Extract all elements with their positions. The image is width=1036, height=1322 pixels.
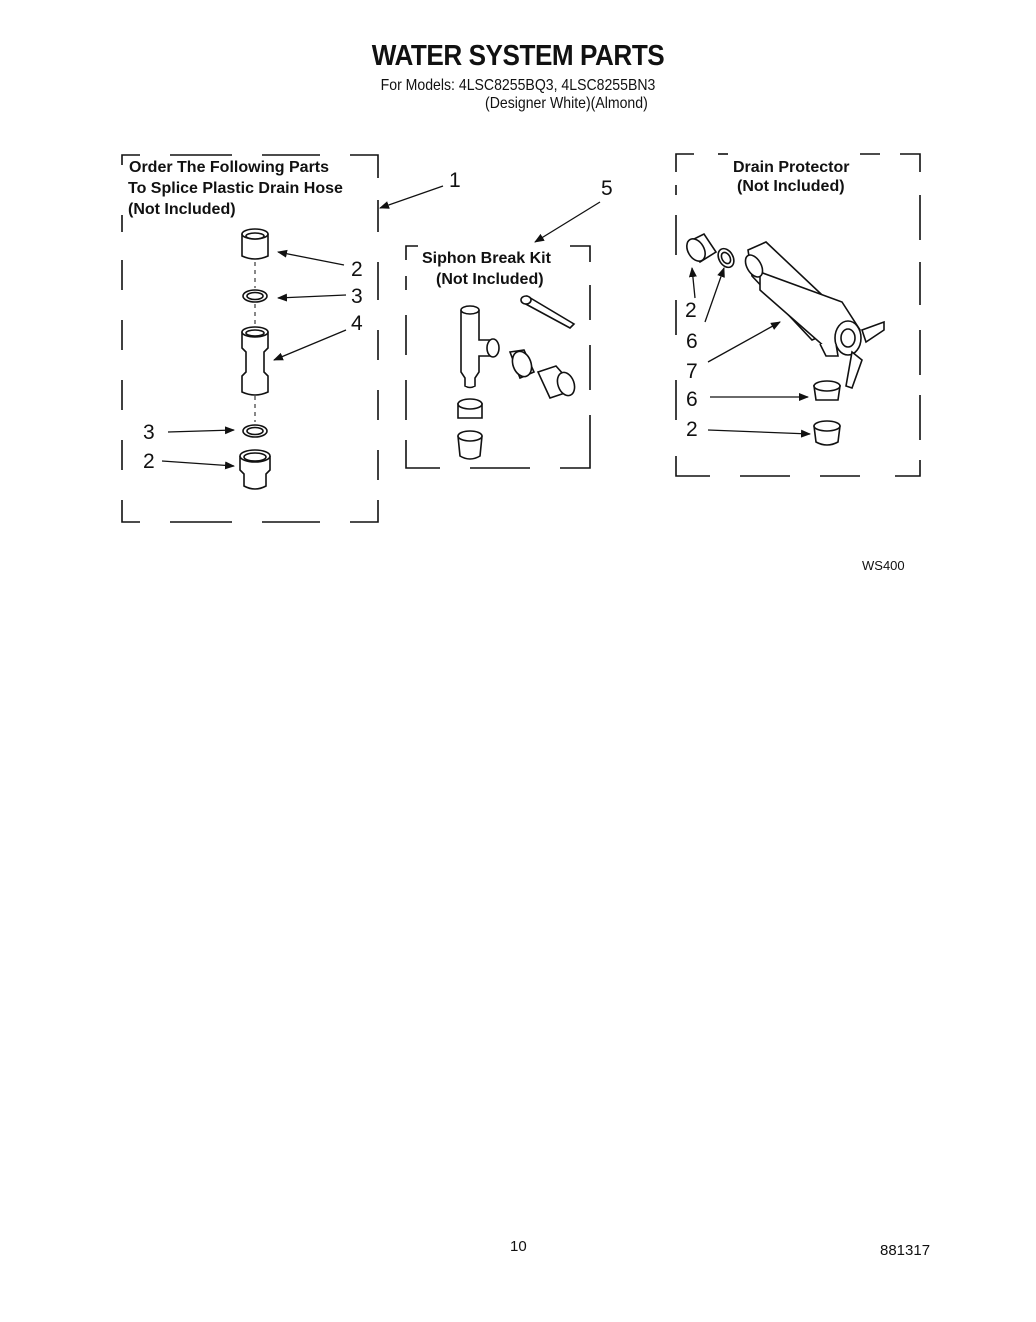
tee-icon bbox=[461, 306, 499, 388]
page-title: WATER SYSTEM PARTS bbox=[371, 40, 665, 72]
page-number: 10 bbox=[510, 1238, 527, 1255]
doc-number: 881317 bbox=[880, 1242, 931, 1259]
tie-strap-icon bbox=[521, 296, 574, 328]
fitting-icon bbox=[683, 234, 716, 264]
drain-box-label-2: (Not Included) bbox=[737, 178, 845, 195]
callout-1: 1 bbox=[449, 169, 461, 192]
nut-icon bbox=[509, 349, 535, 380]
splice-box-label-3: (Not Included) bbox=[128, 201, 236, 218]
drain-box-label-1: Drain Protector bbox=[733, 159, 850, 176]
siphon-box-label-2: (Not Included) bbox=[436, 271, 544, 288]
callout-4: 4 bbox=[351, 312, 363, 335]
colors-line: (Designer White)(Almond) bbox=[485, 95, 648, 112]
callout-5: 5 bbox=[601, 177, 613, 200]
drain-parts bbox=[683, 234, 884, 445]
clamp-icon bbox=[243, 290, 267, 302]
clamp-icon bbox=[458, 399, 482, 418]
callout-2-bottom: 2 bbox=[143, 450, 155, 473]
splice-box-label-1: Order The Following Parts bbox=[129, 159, 330, 176]
clamp-icon bbox=[715, 246, 737, 270]
callout-2-drain-bottom: 2 bbox=[686, 418, 698, 441]
callout-3-top: 3 bbox=[351, 285, 363, 308]
fitting-icon bbox=[814, 421, 840, 445]
fitting-icon bbox=[538, 366, 578, 398]
clamp-icon bbox=[243, 425, 267, 437]
siphon-box-label-1: Siphon Break Kit bbox=[422, 250, 551, 267]
clamp-icon bbox=[814, 381, 840, 400]
connector-icon bbox=[242, 327, 268, 395]
splice-box-label-2: To Splice Plastic Drain Hose bbox=[128, 180, 343, 197]
callout-2-top: 2 bbox=[351, 258, 363, 281]
fitting-icon bbox=[242, 229, 268, 259]
callout-6-drain-a: 6 bbox=[686, 330, 698, 353]
sleeve-icon bbox=[458, 431, 482, 459]
fitting-icon bbox=[240, 450, 270, 489]
splice-parts bbox=[240, 229, 270, 489]
drain-protector-body-icon bbox=[742, 242, 884, 388]
callout-3-bottom: 3 bbox=[143, 421, 155, 444]
figure-code: WS400 bbox=[862, 558, 905, 573]
callout-2-drain-top: 2 bbox=[685, 299, 697, 322]
callout-6-drain-b: 6 bbox=[686, 388, 698, 411]
models-line: For Models: 4LSC8255BQ3, 4LSC8255BN3 bbox=[380, 77, 656, 94]
callout-7-drain: 7 bbox=[686, 360, 698, 383]
siphon-parts bbox=[458, 296, 578, 459]
